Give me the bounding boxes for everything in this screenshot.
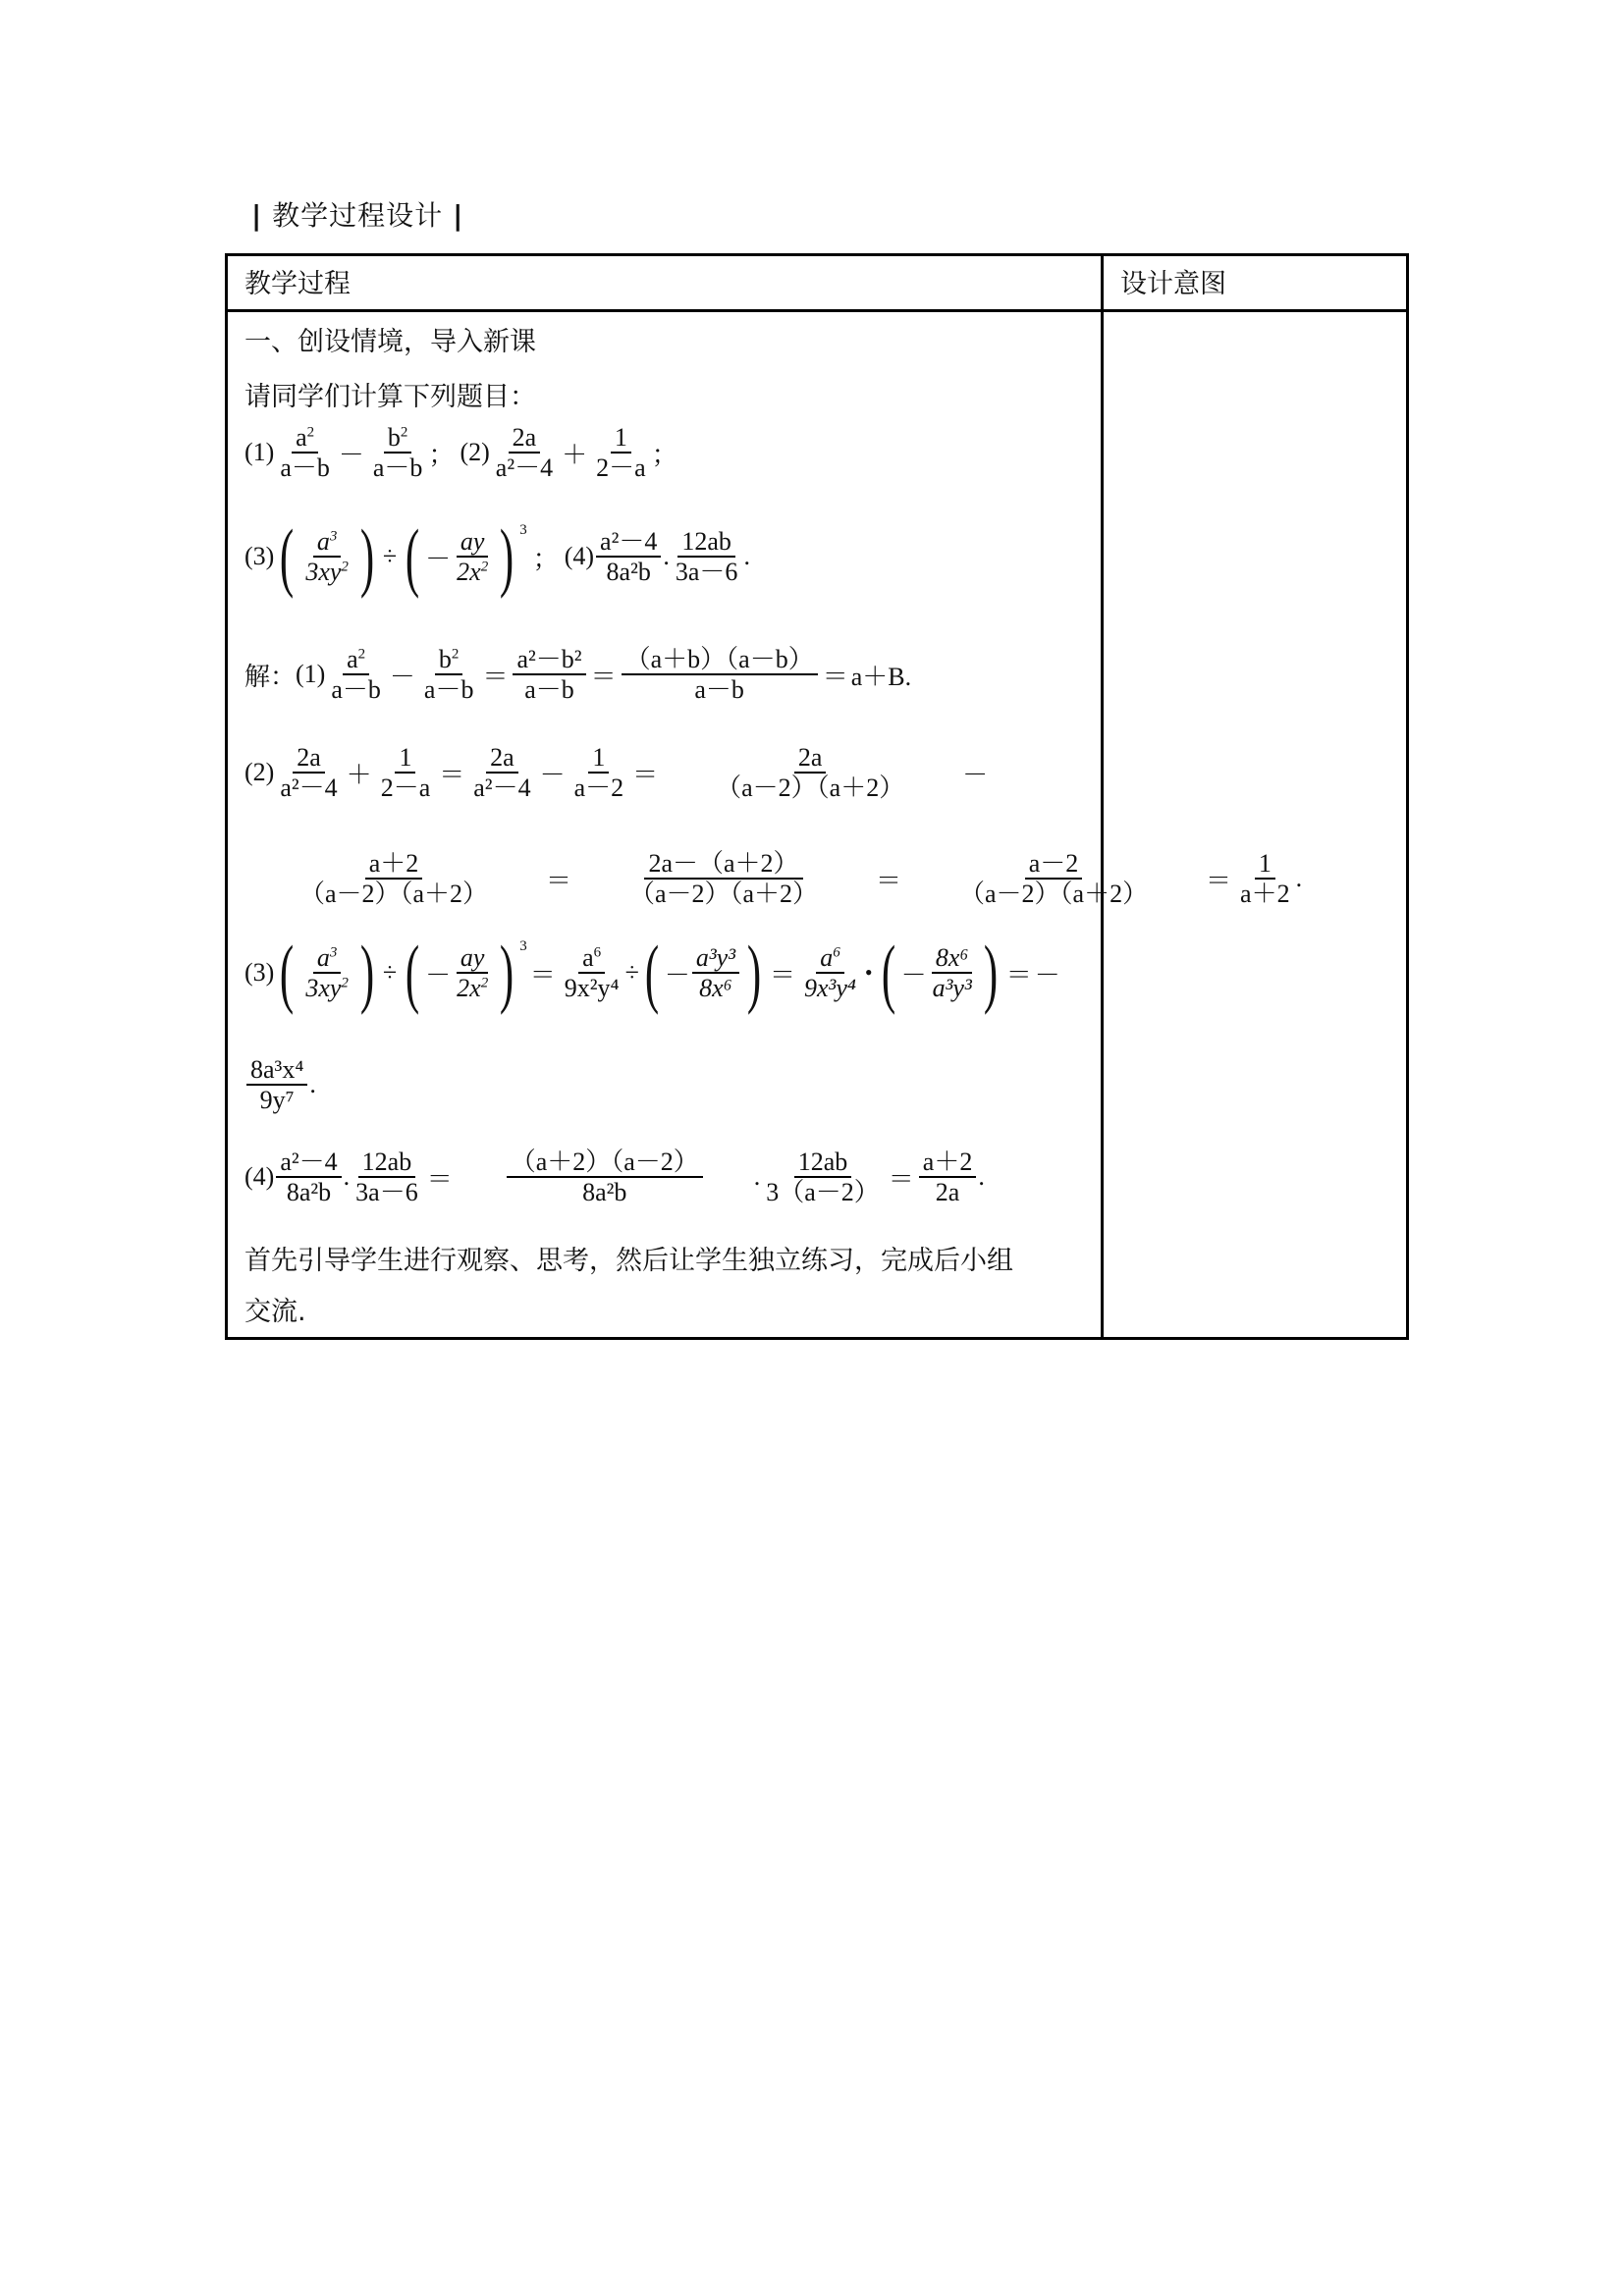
frac [570, 744, 628, 802]
t: 1 [588, 744, 609, 774]
t: a－b [694, 675, 744, 705]
op: ＋ [562, 440, 588, 469]
op: － [962, 760, 989, 789]
frac-1 [592, 424, 650, 482]
t: 9x²y⁴ [564, 974, 620, 1002]
paren-close: ) [359, 930, 375, 1015]
t: a²－4 [276, 1148, 341, 1178]
t: 8a²b [606, 558, 651, 586]
frac-ay: $\frac{ay}{2x^2}$ [457, 526, 489, 586]
op: ＝ [439, 760, 465, 789]
t: a－2 [1025, 850, 1083, 880]
header-process-label: 教学过程 [244, 269, 351, 299]
t: 2a [509, 424, 541, 454]
op: . [309, 1070, 316, 1099]
solution-2b [244, 850, 1302, 908]
paren-open: ( [881, 930, 895, 1015]
t: a－2 [573, 774, 624, 803]
paren-open: ( [644, 930, 659, 1015]
frac: $\frac{a^6}{\text{9x³y⁴}}$ [800, 944, 860, 1002]
result: a＋B. [850, 662, 912, 691]
frac-a2-amb: $\frac{a^2}{a-b}$ [276, 424, 334, 482]
op: ＝ [529, 960, 556, 989]
intent-cell [1103, 311, 1408, 1339]
t: 3xy [305, 558, 342, 586]
t: 8x⁶ [699, 974, 732, 1002]
t: 3a－6 [355, 1178, 418, 1207]
label-4: (4) [564, 542, 595, 570]
frac-b2-amb: $\frac{b^2}{a-b}$ [369, 424, 427, 482]
t: 2a [935, 1178, 960, 1207]
t: 8x⁶ [932, 944, 973, 974]
op: － [1034, 960, 1060, 989]
frac [513, 646, 585, 704]
heading-bar-left: | [251, 199, 263, 232]
frac [576, 850, 871, 908]
t: 1 [1255, 850, 1275, 880]
t: a³y³ [932, 974, 972, 1002]
header-intent-label: 设计意图 [1120, 269, 1226, 299]
t: a－b [423, 675, 474, 705]
t: 12ab [794, 1148, 852, 1178]
t: a－b [372, 454, 423, 483]
t: 9y⁷ [259, 1086, 295, 1115]
frac-2a [492, 424, 557, 482]
sep: ； [532, 544, 559, 573]
t: （a＋2）（a－2） [507, 1148, 703, 1178]
t: a³y³ [692, 944, 739, 974]
t: 1 [395, 744, 415, 774]
op: ÷ [624, 958, 639, 987]
t: a－b [524, 675, 574, 705]
t: ay [457, 944, 489, 974]
problem-3-4: (3) ( $\frac{a^3}{3xy^2}$ ) ÷ ( － $\frac{ay}{2x^2}$ ) 3 ； (4) $\frac{\text{a²－4}}{\text{8a²b}}$ . $\frac{12ab}{3a-6}$ . [244, 513, 750, 599]
t: 2－a [380, 774, 431, 803]
heading-bar-right: | [453, 199, 464, 232]
t: 8a²b [286, 1178, 332, 1207]
conclusion-line-2: 交流. [244, 1297, 306, 1327]
op: ＝ [1005, 960, 1032, 989]
header-intent-cell [1103, 255, 1408, 311]
op: － [338, 440, 364, 469]
table-header-row [227, 255, 1408, 311]
op: • [864, 960, 873, 985]
label-2: (2) [244, 758, 275, 787]
solution-2a [244, 744, 991, 802]
label-1: (1) [244, 438, 275, 467]
paren-close: ) [983, 930, 998, 1015]
t: （a＋b）（a－b） [622, 646, 818, 675]
frac: $\frac{a^6}{\text{9x²y⁴}}$ [561, 944, 623, 1002]
paren-close: ) [500, 930, 514, 1015]
section-title: 一、创设情境，导入新课 [244, 327, 536, 357]
frac [929, 944, 976, 1002]
frac [352, 1148, 422, 1206]
label-3: (3) [244, 542, 275, 570]
t: ay [457, 528, 489, 558]
t: a²－b² [513, 646, 585, 675]
t: 2－a [596, 454, 646, 483]
frac [692, 944, 739, 1002]
problem-1-2 [244, 424, 677, 482]
t: b [438, 645, 452, 673]
solution-label: 解： [244, 662, 297, 692]
t: a－b [280, 454, 330, 483]
t: a²－4 [473, 774, 531, 803]
t: a [820, 942, 834, 972]
op: － [425, 544, 452, 573]
op: . [753, 1162, 761, 1192]
op: ÷ [382, 958, 398, 987]
frac [762, 1148, 884, 1206]
op: . [663, 542, 670, 570]
t: 2a [293, 744, 325, 774]
op: － [389, 662, 415, 691]
t: a²－4 [495, 454, 554, 483]
frac-a2m4 [596, 528, 661, 586]
frac [919, 1148, 977, 1206]
frac: $\frac{ay}{2x^2}$ [457, 942, 489, 1002]
t: a [316, 942, 330, 972]
op: ＝ [769, 960, 795, 989]
frac [1236, 850, 1294, 908]
t: a [296, 423, 307, 452]
frac [276, 1148, 341, 1206]
t: a [582, 942, 594, 972]
paren-open: ( [406, 513, 420, 599]
t: a＋2 [365, 850, 423, 880]
t: 2x [457, 558, 481, 586]
frac [276, 744, 341, 802]
t: a＋2 [919, 1148, 977, 1178]
t: a²－4 [596, 528, 661, 558]
op: － [539, 760, 566, 789]
op: ＝ [482, 662, 509, 691]
t: a＋2 [1240, 880, 1290, 909]
t: 9x³y⁴ [804, 974, 856, 1002]
section-heading [251, 194, 463, 234]
label-1: (1) [296, 660, 326, 689]
op: － [664, 960, 690, 989]
t: 2x [457, 974, 481, 1002]
solution-3: (3) ( $\frac{a^3}{3xy^2}$ ) ÷ ( － $\frac{ay}{2x^2}$ ) 3 ＝ $\frac{a^6}{\text{9x²y⁴}}$ ÷ ( － $\frac{\text{a³y³}}{\text{8x⁶}}$ ) ＝ $\frac{a^6}{\text{9x³y⁴}}$ • ( － $\frac{\text{8x⁶}}{\text{a³y³}}$ ) ＝ － [244, 930, 1060, 1015]
t: a [347, 645, 358, 673]
t: （a－2）（a＋2） [298, 880, 489, 909]
t: a－b [331, 675, 381, 705]
conclusion-line-1: 首先引导学生进行观察、思考，然后让学生独立练习，完成后小组 [244, 1246, 1013, 1276]
solution-4 [244, 1148, 985, 1206]
paren-open: ( [280, 513, 295, 599]
frac: $\frac{a^3}{3xy^2}$ [305, 942, 349, 1002]
header-process-cell [227, 255, 1103, 311]
op: ＋ [346, 760, 372, 789]
op: ＝ [822, 662, 848, 691]
label-2: (2) [460, 438, 490, 467]
t: a [316, 526, 330, 556]
op: ＝ [590, 662, 617, 691]
t: 2a [794, 744, 827, 774]
solution-3-result [244, 1056, 316, 1114]
frac [246, 850, 541, 908]
op: . [978, 1162, 985, 1192]
frac [469, 744, 534, 802]
paren-close: ) [359, 513, 375, 599]
paren-open: ( [280, 930, 295, 1015]
op: ÷ [382, 542, 398, 570]
op: ＝ [876, 866, 902, 895]
frac [246, 1056, 307, 1114]
t: （a－2）（a＋2） [628, 880, 819, 909]
frac [663, 744, 957, 802]
t: b [387, 423, 401, 452]
process-cell [227, 311, 1303, 1339]
t: 8a³x⁴ [246, 1056, 307, 1086]
op: ＝ [632, 760, 659, 789]
op: . [1295, 864, 1303, 893]
frac: $\frac{b^2}{a-b}$ [420, 646, 478, 704]
t: （a－2）（a＋2） [958, 880, 1149, 909]
label-4: (4) [244, 1162, 275, 1192]
t: 2a－（a＋2） [644, 850, 802, 880]
op: － [900, 960, 927, 989]
op: . [343, 1162, 351, 1192]
frac [906, 850, 1201, 908]
op: ＝ [426, 1164, 453, 1194]
prompt-text: 请同学们计算下列题目： [244, 382, 536, 412]
op: ＝ [888, 1164, 914, 1194]
t: 12ab [677, 528, 735, 558]
sep: ； [651, 440, 677, 469]
op: ＝ [546, 866, 572, 895]
frac [377, 744, 435, 802]
t: 3a－6 [675, 558, 738, 586]
t: 3xy [305, 974, 342, 1002]
sep: ； [428, 440, 455, 469]
paren-close: ) [500, 513, 514, 599]
frac: $\frac{a^2}{a-b}$ [327, 646, 385, 704]
t: a²－4 [280, 774, 338, 803]
t: 2a [486, 744, 518, 774]
lesson-plan-table [225, 253, 1409, 1340]
t: 1 [611, 424, 631, 454]
paren-open: ( [406, 930, 420, 1015]
label-3: (3) [244, 958, 275, 987]
t: 8a²b [582, 1178, 627, 1207]
frac-12ab [672, 528, 742, 586]
t: （a－2）（a＋2） [716, 774, 905, 803]
t: 3（a－2） [766, 1178, 880, 1207]
op: － [425, 960, 452, 989]
paren-close: ) [746, 930, 762, 1015]
frac [622, 646, 818, 704]
intent-text [1104, 312, 1406, 318]
solution-1 [244, 646, 911, 704]
t: 12ab [358, 1148, 416, 1178]
heading-text: 教学过程设计 [272, 199, 444, 232]
op: . [743, 542, 750, 570]
op: ＝ [1206, 866, 1232, 895]
frac [458, 1148, 752, 1206]
frac-a3: $\frac{a^3}{3xy^2}$ [305, 526, 349, 586]
table-body-row [227, 311, 1408, 1339]
